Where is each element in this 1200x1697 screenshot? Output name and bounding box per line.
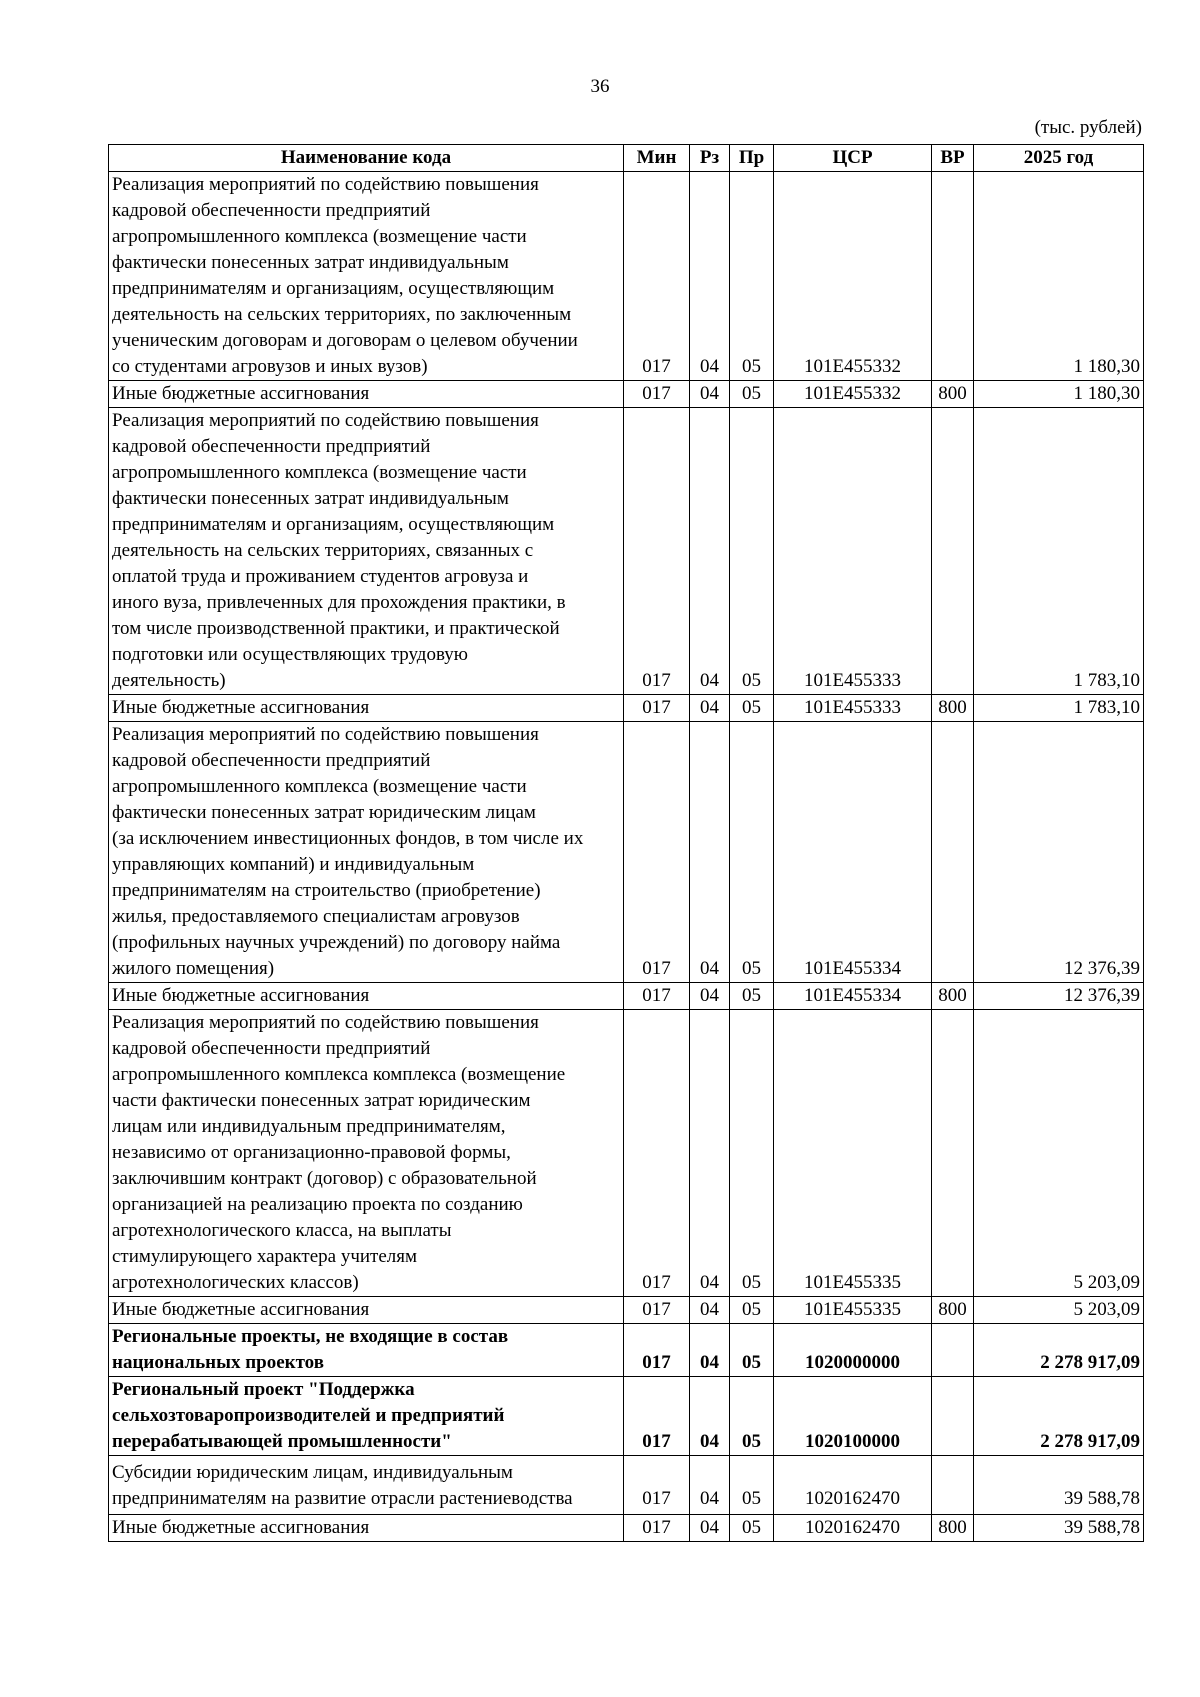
row-csr: 1020000000: [774, 1324, 932, 1377]
row-csr: 101E455332: [774, 172, 932, 381]
row-rz: 04: [690, 1377, 730, 1456]
row-name: Иные бюджетные ассигнования: [109, 983, 624, 1010]
row-pr: 05: [730, 1010, 774, 1297]
row-name: Реализация мероприятий по содействию повышения кадровой обеспеченности предприятий агропромышленного комплекса (возмещение части фактически понесенных затрат юридическим лицам (за исключением инвестиционных фондов, в том числе их управляющих компаний) и индивидуальным предпринимателям на строительство (приобретение) жилья, предоставляемого специалистам агровузов (профильных научных учреждений) по договору найма жилого помещения): [109, 722, 624, 983]
row-pr: 05: [730, 172, 774, 381]
row-name: Региональный проект "Поддержка сельхозтоваропроизводителей и предприятий перерабатывающей промышленности": [109, 1377, 624, 1456]
header-rz: Рз: [690, 145, 730, 172]
row-min: 017: [624, 1377, 690, 1456]
row-amount: 5 203,09: [974, 1010, 1144, 1297]
row-name: Субсидии юридическим лицам, индивидуальным предпринимателям на развитие отрасли растениеводства: [109, 1456, 624, 1515]
row-min: 017: [624, 983, 690, 1010]
row-name: Реализация мероприятий по содействию повышения кадровой обеспеченности предприятий агропромышленного комплекса комплекса (возмещение части фактически понесенных затрат юридическим лицам или индивидуальным предпринимателям, независимо от организационно-правовой формы, заключившим контракт (договор) с образовательной организацией на реализацию проекта по созданию агротехнологического класса, на выплаты стимулирующего характера учителям агротехнологических классов): [109, 1010, 624, 1297]
row-pr: 05: [730, 695, 774, 722]
row-csr: 1020100000: [774, 1377, 932, 1456]
row-pr: 05: [730, 983, 774, 1010]
row-csr: 101E455333: [774, 408, 932, 695]
page-number: 36: [590, 76, 610, 97]
row-rz: 04: [690, 1010, 730, 1297]
header-csr: ЦСР: [774, 145, 932, 172]
row-name: Реализация мероприятий по содействию повышения кадровой обеспеченности предприятий агропромышленного комплекса (возмещение части фактически понесенных затрат индивидуальным предпринимателям и организациям, осуществляющим деятельность на сельских территориях, по заключенным ученическим договорам и договорам о целевом обучении со студентами агровузов и иных вузов): [109, 172, 624, 381]
header-pr: Пр: [730, 145, 774, 172]
row-amount: 12 376,39: [974, 722, 1144, 983]
row-pr: 05: [730, 1324, 774, 1377]
table-row: [109, 408, 1144, 695]
row-min: 017: [624, 408, 690, 695]
row-pr: 05: [730, 722, 774, 983]
row-pr: 05: [730, 1456, 774, 1515]
header-vr: ВР: [932, 145, 974, 172]
row-min: 017: [624, 1010, 690, 1297]
row-vr: [932, 722, 974, 983]
row-csr: 101E455335: [774, 1010, 932, 1297]
row-rz: 04: [690, 1515, 730, 1542]
row-min: 017: [624, 1297, 690, 1324]
row-min: 017: [624, 1456, 690, 1515]
row-rz: 04: [690, 172, 730, 381]
row-pr: 05: [730, 381, 774, 408]
table-row: [109, 1515, 1144, 1542]
row-amount: 2 278 917,09: [974, 1324, 1144, 1377]
row-min: 017: [624, 1515, 690, 1542]
row-vr: 800: [932, 1515, 974, 1542]
row-pr: 05: [730, 1297, 774, 1324]
table-row: [109, 1297, 1144, 1324]
row-amount: 2 278 917,09: [974, 1377, 1144, 1456]
row-vr: [932, 172, 974, 381]
row-csr: 1020162470: [774, 1515, 932, 1542]
row-rz: 04: [690, 722, 730, 983]
row-rz: 04: [690, 1456, 730, 1515]
row-vr: 800: [932, 1297, 974, 1324]
row-csr: 101E455334: [774, 983, 932, 1010]
row-amount: 1 180,30: [974, 381, 1144, 408]
row-min: 017: [624, 1324, 690, 1377]
header-min: Мин: [624, 145, 690, 172]
row-name: Региональные проекты, не входящие в состав национальных проектов: [109, 1324, 624, 1377]
row-amount: 39 588,78: [974, 1515, 1144, 1542]
row-amount: 1 180,30: [974, 172, 1144, 381]
row-csr: 101E455333: [774, 695, 932, 722]
row-min: 017: [624, 172, 690, 381]
row-amount: 12 376,39: [974, 983, 1144, 1010]
row-min: 017: [624, 381, 690, 408]
row-csr: 101E455332: [774, 381, 932, 408]
row-rz: 04: [690, 983, 730, 1010]
table-row: [109, 722, 1144, 983]
table-row: [109, 1456, 1144, 1515]
row-amount: 5 203,09: [974, 1297, 1144, 1324]
table-row: [109, 983, 1144, 1010]
row-csr: 1020162470: [774, 1456, 932, 1515]
row-vr: [932, 408, 974, 695]
row-vr: 800: [932, 983, 974, 1010]
row-rz: 04: [690, 695, 730, 722]
row-name: Иные бюджетные ассигнования: [109, 695, 624, 722]
row-pr: 05: [730, 1515, 774, 1542]
table-row: [109, 1324, 1144, 1377]
row-vr: [932, 1377, 974, 1456]
row-rz: 04: [690, 408, 730, 695]
row-amount: 1 783,10: [974, 408, 1144, 695]
table-row: [109, 695, 1144, 722]
row-pr: 05: [730, 1377, 774, 1456]
table-row: [109, 172, 1144, 381]
row-min: 017: [624, 722, 690, 983]
row-vr: 800: [932, 381, 974, 408]
table-row: [109, 1377, 1144, 1456]
header-year: 2025 год: [974, 145, 1144, 172]
row-vr: 800: [932, 695, 974, 722]
units-label: (тыс. рублей): [1034, 117, 1142, 138]
row-pr: 05: [730, 408, 774, 695]
header-name: Наименование кода: [109, 145, 624, 172]
row-name: Иные бюджетные ассигнования: [109, 1297, 624, 1324]
row-name: Иные бюджетные ассигнования: [109, 381, 624, 408]
row-csr: 101E455335: [774, 1297, 932, 1324]
row-name: Иные бюджетные ассигнования: [109, 1515, 624, 1542]
row-csr: 101E455334: [774, 722, 932, 983]
row-vr: [932, 1324, 974, 1377]
row-rz: 04: [690, 1297, 730, 1324]
row-amount: 1 783,10: [974, 695, 1144, 722]
table-row: [109, 1010, 1144, 1297]
row-name: Реализация мероприятий по содействию повышения кадровой обеспеченности предприятий агропромышленного комплекса (возмещение части фактически понесенных затрат индивидуальным предпринимателям и организациям, осуществляющим деятельность на сельских территориях, связанных с оплатой труда и проживанием студентов агровуза и иного вуза, привлеченных для прохождения практики, в том числе производственной практики, и практической подготовки или осуществляющих трудовую деятельность): [109, 408, 624, 695]
row-vr: [932, 1010, 974, 1297]
row-amount: 39 588,78: [974, 1456, 1144, 1515]
table-header-row: [109, 145, 1144, 172]
table-row: [109, 381, 1144, 408]
row-vr: [932, 1456, 974, 1515]
row-min: 017: [624, 695, 690, 722]
row-rz: 04: [690, 1324, 730, 1377]
budget-table: [108, 144, 1144, 1542]
row-rz: 04: [690, 381, 730, 408]
